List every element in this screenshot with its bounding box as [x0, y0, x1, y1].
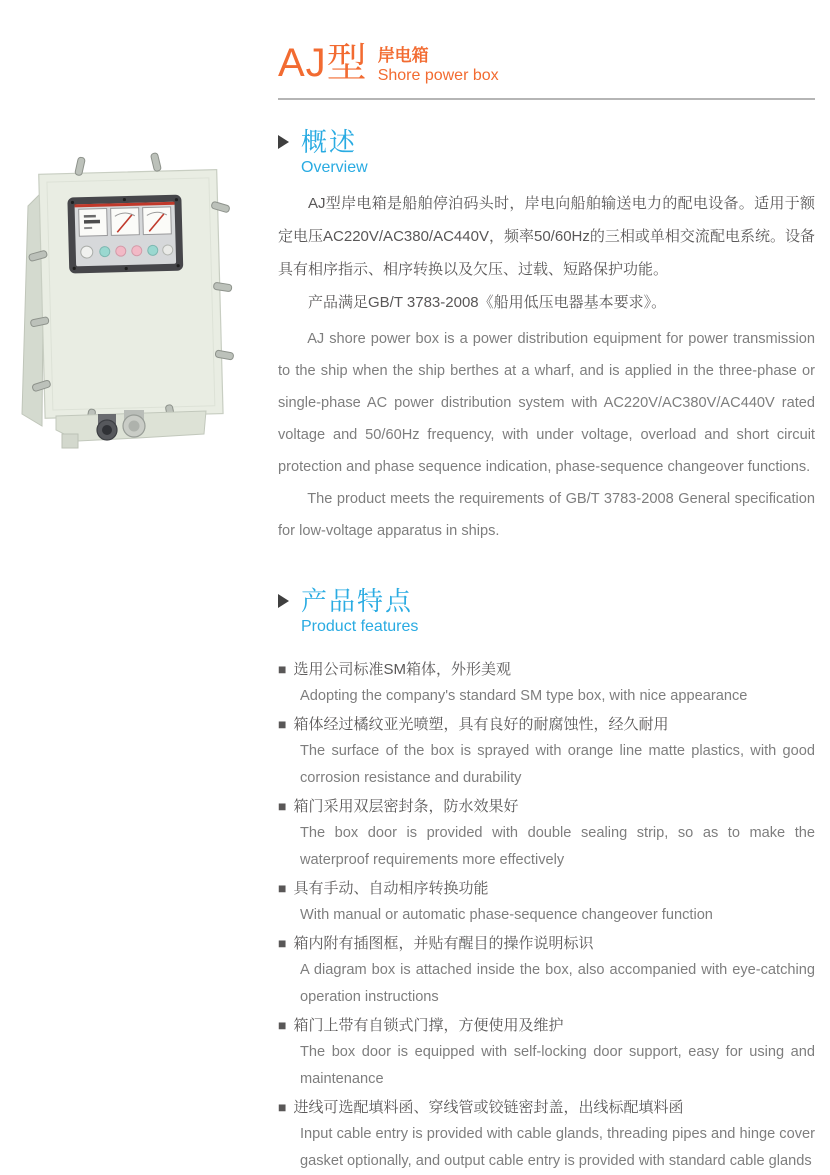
feature-en: With manual or automatic phase-sequence changeover function [300, 907, 713, 923]
overview-paragraph-zh-2: 产品满足GB/T 3783-2008《船用低压电器基本要求》。 [308, 294, 667, 311]
feature-zh [278, 875, 815, 902]
section-overview [278, 128, 815, 547]
features-title-en: Product features [301, 618, 419, 635]
feature-zh-text: 选用公司标准SM箱体，外形美观 [293, 661, 511, 678]
product-name-en: Shore power box [377, 67, 499, 84]
overview-paragraph-en-1: AJ shore power box is a power distribution equipment for power transmission to the ship when the ship berthes at a wharf, and is applied in the three-phase or single-phase AC power distribution system with AC220V/AC380V/AC440V rated voltage and 50/60Hz frequency, with under voltage, overload and short circuit protection and phase sequence indication, phase-sequence changeover functions. [278, 331, 815, 475]
model-code: AJ型 [278, 41, 368, 85]
overview-body [278, 187, 815, 547]
analog-meter-1 [79, 209, 108, 237]
feature-en: Input cable entry is provided with cable glands, threading pipes and hinge cover gasket optionally, and output cable entry is provided with standard cable glands [300, 1126, 815, 1169]
bullet-square-icon: ■ [278, 1017, 287, 1033]
feature-zh-text: 箱内附有插图框，并贴有醒目的操作说明标识 [293, 935, 594, 952]
feature-item [278, 793, 815, 874]
feature-zh-text: 箱门上带有自锁式门撑，方便使用及维护 [293, 1017, 564, 1034]
bullet-square-icon: ■ [278, 798, 287, 814]
overview-title-en: Overview [301, 159, 368, 176]
feature-zh [278, 1094, 815, 1121]
features-list [278, 656, 815, 1175]
feature-item [278, 656, 815, 710]
feature-zh [278, 930, 815, 957]
feature-en: The box door is provided with double sealing strip, so as to make the waterproof requirements more effectively [300, 825, 815, 868]
feature-en: Adopting the company's standard SM type box, with nice appearance [300, 688, 748, 704]
bullet-square-icon: ■ [278, 661, 287, 677]
feature-en: A diagram box is attached inside the box, also accompanied with eye-catching operation instructions [300, 962, 815, 1005]
feature-zh-text: 具有手动、自动相序转换功能 [293, 880, 489, 897]
feature-item [278, 875, 815, 929]
feature-zh [278, 1012, 815, 1039]
shore-power-box-illustration [18, 158, 240, 466]
feature-en: The surface of the box is sprayed with orange line matte plastics, with good corrosion resistance and durability [300, 743, 815, 786]
mount-bracket [62, 434, 78, 448]
feature-zh-text: 进线可选配填料函、穿线管或铰链密封盖，出线标配填料函 [293, 1099, 684, 1116]
overview-paragraph-en-2: The product meets the requirements of GB/T 3783-2008 General specification for low-voltage apparatus in ships. [278, 491, 815, 539]
analog-meter-2 [111, 208, 140, 236]
overview-title-zh: 概述 [301, 127, 358, 157]
feature-zh-text: 箱门采用双层密封条，防水效果好 [293, 798, 519, 815]
feature-item [278, 930, 815, 1011]
bullet-square-icon: ■ [278, 716, 287, 732]
section-arrow-icon [278, 594, 289, 608]
section-features [278, 587, 815, 1175]
bullet-square-icon: ■ [278, 935, 287, 951]
section-arrow-icon [278, 135, 289, 149]
feature-item [278, 1012, 815, 1093]
overview-heading [278, 128, 815, 179]
feature-zh [278, 656, 815, 683]
model-subtitle [378, 40, 499, 86]
feature-en: The box door is equipped with self-locking door support, easy for using and maintenance [300, 1044, 815, 1087]
overview-paragraph-zh-1: AJ型岸电箱是船舶停泊码头时，岸电向船舶输送电力的配电设备。适用于额定电压AC220V/AC380/AC440V，频率50/60Hz的三相或单相交流配电系统。设备具有相序指示、相序转换以及欠压、过载、短路保护功能。 [278, 195, 815, 278]
feature-zh [278, 793, 815, 820]
box-front-group [26, 151, 236, 431]
bullet-square-icon: ■ [278, 880, 287, 896]
cable-gland-light [123, 410, 145, 437]
analog-meter-3 [143, 207, 172, 235]
bullet-square-icon: ■ [278, 1099, 287, 1115]
feature-item [278, 711, 815, 792]
product-name-zh: 岸电箱 [377, 46, 429, 65]
product-photo [18, 158, 240, 466]
feature-zh-text: 箱体经过橘纹亚光喷塑，具有良好的耐腐蚀性，经久耐用 [293, 716, 669, 733]
features-title-zh: 产品特点 [301, 586, 414, 616]
feature-item [278, 1094, 815, 1175]
cable-gland-dark [97, 414, 117, 440]
features-heading [278, 587, 815, 638]
header-divider [278, 98, 815, 100]
feature-zh [278, 711, 815, 738]
product-title [278, 40, 815, 86]
content-column [278, 40, 815, 1175]
